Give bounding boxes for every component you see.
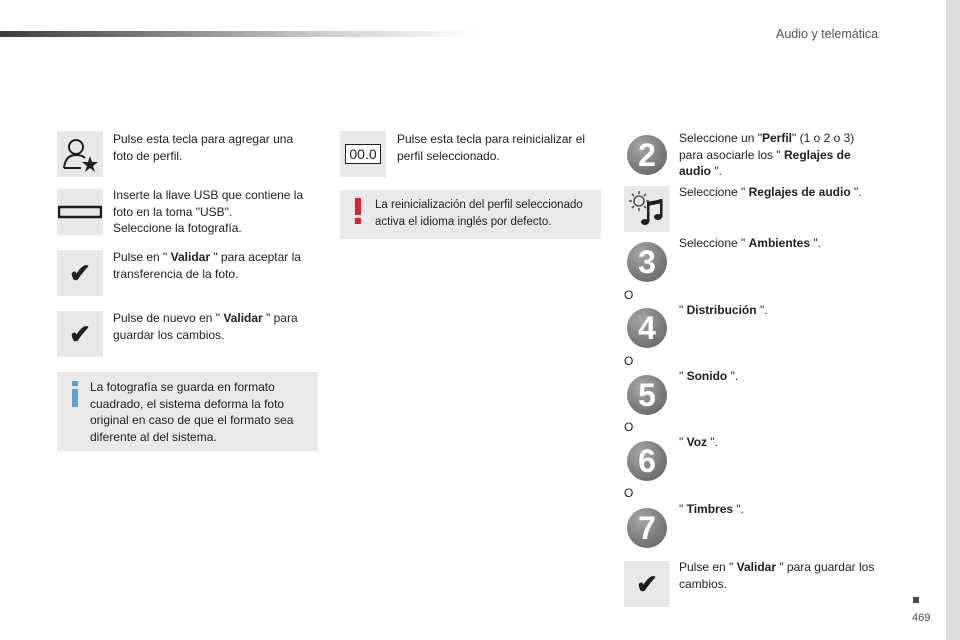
- step-5-badge: 5: [627, 375, 667, 415]
- step-6-badge: 6: [627, 441, 667, 481]
- reset-profile-button[interactable]: [340, 131, 386, 177]
- step-2-badge: 2: [627, 135, 667, 175]
- left-step-4-text: Pulse de nuevo en " Validar " para guardar los cambios.: [113, 311, 298, 342]
- right-step-3-text: Seleccione " Ambientes ".: [679, 236, 821, 250]
- section-title: Audio y telemática: [776, 27, 879, 41]
- usb-slot-indicator: [57, 189, 103, 235]
- reset-profile-text: Pulse esta tecla para reinicializar el perfil seleccionado.: [397, 132, 586, 163]
- reset-display: 00.0: [345, 144, 380, 164]
- audio-settings-button[interactable]: [624, 186, 670, 232]
- header-gradient-bar: [0, 31, 480, 37]
- step-4-badge: 4: [627, 308, 667, 348]
- or-label: O: [624, 486, 634, 500]
- warning-note: [340, 190, 601, 239]
- right-step-7-text: " Timbres ".: [679, 502, 744, 516]
- audio-settings-icon: [627, 189, 667, 229]
- audio-settings-text: Seleccione " Reglajes de audio ".: [679, 185, 862, 199]
- add-profile-photo-button[interactable]: [57, 131, 103, 177]
- page-edge-strip: [946, 0, 960, 640]
- right-step-4-text: " Distribución ".: [679, 303, 768, 317]
- left-step-1-text: Pulse esta tecla para agregar una foto de perfil.: [113, 132, 294, 163]
- left-step-2-text: Inserte la llave USB que contiene la foto en la toma "USB". Seleccione la fotografía.: [113, 188, 304, 235]
- checkmark-icon: ✔: [636, 568, 658, 599]
- left-step-3-text: Pulse en " Validar " para aceptar la transferencia de la foto.: [113, 250, 301, 281]
- or-label: O: [624, 354, 634, 368]
- info-note: [57, 372, 318, 451]
- info-icon: [70, 381, 80, 407]
- step-3-badge: 3: [627, 242, 667, 282]
- info-note-text: La fotografía se guarda en formato cuadrado, el sistema deforma la foto original en caso de que el formato sea diferente al del sistema.: [90, 380, 294, 444]
- warning-note-text: La reinicialización del perfil seleccionado activa el idioma inglés por defecto.: [375, 199, 583, 228]
- validate-save-button[interactable]: [57, 311, 103, 357]
- checkmark-icon: ✔: [69, 257, 91, 288]
- right-step-5-text: " Sonido ".: [679, 369, 739, 383]
- usb-port-icon: [58, 205, 102, 219]
- final-step-text: Pulse en " Validar " para guardar los cambios.: [679, 560, 875, 591]
- validate-final-button[interactable]: [624, 561, 670, 607]
- or-label: O: [624, 288, 634, 302]
- step-7-badge: 7: [627, 508, 667, 548]
- validate-photo-button[interactable]: [57, 250, 103, 296]
- page-marker: [913, 597, 919, 603]
- right-step-2-text: Seleccione un "Perfil" (1 o 2 o 3) para asociarle los " Reglajes de audio ".: [679, 131, 855, 178]
- or-label: O: [624, 420, 634, 434]
- warning-icon: [354, 198, 362, 224]
- checkmark-icon: ✔: [69, 318, 91, 349]
- profile-photo-icon: [61, 135, 99, 173]
- page-number: 469: [912, 612, 931, 624]
- right-step-6-text: " Voz ".: [679, 435, 718, 449]
